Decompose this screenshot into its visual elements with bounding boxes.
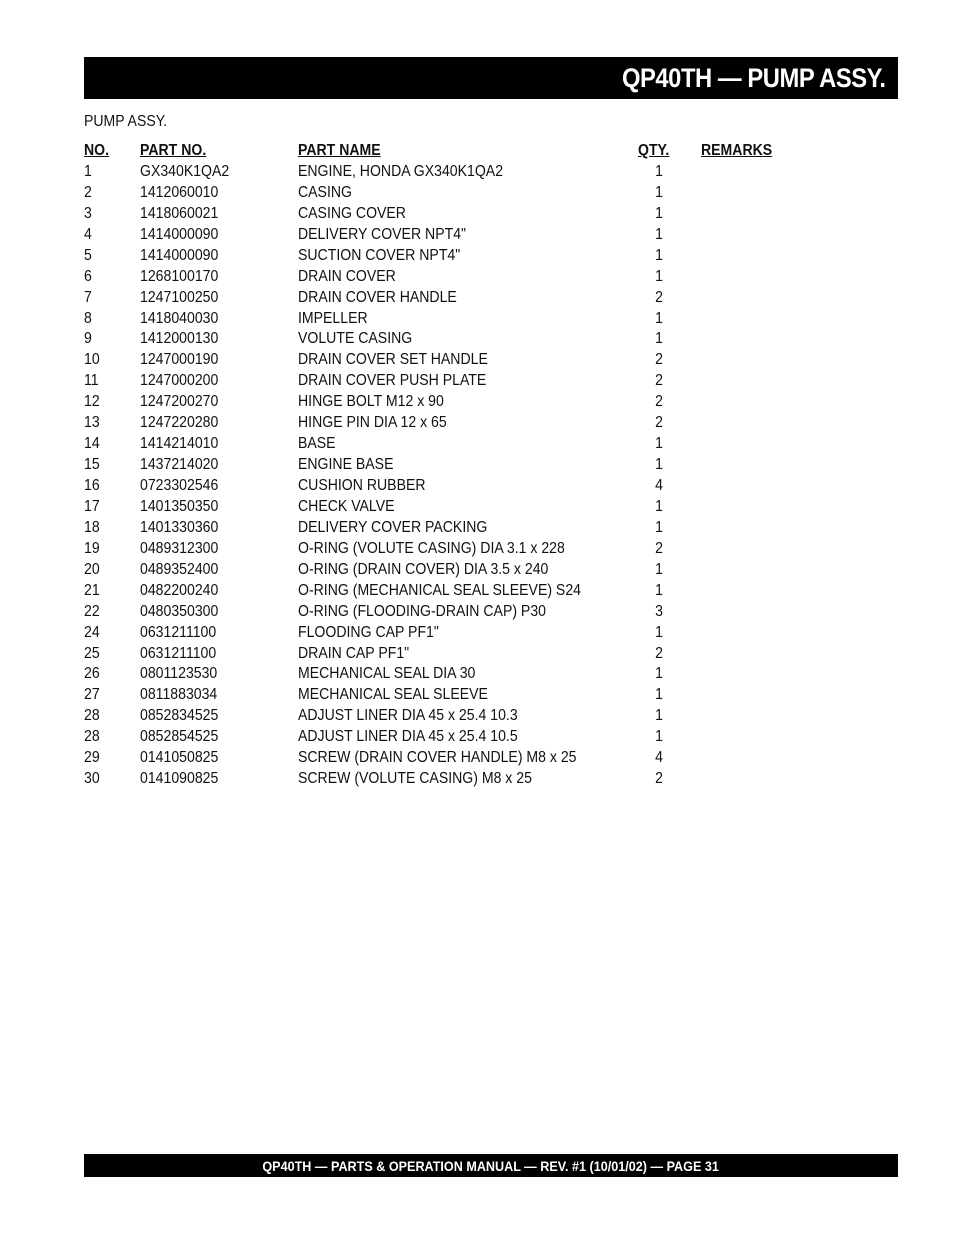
part-quantity: 2: [655, 372, 663, 390]
part-quantity: 2: [655, 644, 663, 662]
table-row: [84, 162, 824, 183]
part-number-index: 21: [84, 581, 100, 599]
column-header-qty: QTY.: [638, 142, 670, 159]
part-number-index: 24: [84, 623, 100, 641]
part-name: CASING: [298, 183, 352, 201]
column-header-no: NO.: [84, 142, 110, 159]
part-number: 1437214020: [140, 456, 219, 474]
table-row: [84, 267, 824, 288]
part-quantity: 1: [655, 623, 663, 641]
part-name: BASE: [298, 435, 336, 453]
part-name: DRAIN COVER PUSH PLATE: [298, 372, 487, 390]
part-number: 1418040030: [140, 309, 219, 327]
table-row: [84, 602, 824, 623]
part-quantity: 1: [655, 309, 663, 327]
part-number-index: 7: [84, 288, 92, 306]
part-name: MECHANICAL SEAL SLEEVE: [298, 686, 488, 704]
column-header-part-name: PART NAME: [298, 142, 381, 159]
part-name: CHECK VALVE: [298, 497, 395, 515]
part-number-index: 20: [84, 560, 100, 578]
part-name: O-RING (DRAIN COVER) DIA 3.5 x 240: [298, 560, 549, 578]
part-number-index: 12: [84, 393, 100, 411]
table-row: [84, 476, 824, 497]
part-name: DELIVERY COVER PACKING: [298, 518, 488, 536]
part-number: 0141050825: [140, 749, 219, 767]
part-quantity: 1: [655, 330, 663, 348]
table-row: [84, 664, 824, 685]
table-row: [84, 623, 824, 644]
part-name: CUSHION RUBBER: [298, 477, 426, 494]
part-number: 0480350300: [140, 602, 219, 620]
part-number: 1414214010: [140, 435, 219, 453]
table-row: [84, 644, 824, 665]
part-number-index: 11: [84, 372, 99, 390]
part-number-index: 28: [84, 707, 100, 725]
table-row: [84, 581, 824, 602]
part-name: CASING COVER: [298, 204, 406, 222]
part-number-index: 3: [84, 204, 92, 222]
part-quantity: 1: [655, 665, 663, 683]
part-quantity: 1: [655, 560, 663, 578]
part-name: IMPELLER: [298, 309, 368, 327]
part-quantity: 1: [655, 581, 663, 599]
part-name: O-RING (FLOODING-DRAIN CAP) P30: [298, 602, 546, 620]
page-header-bar: [84, 57, 898, 99]
part-quantity: 2: [655, 770, 663, 788]
part-number-index: 25: [84, 644, 100, 662]
table-row: [84, 371, 824, 392]
column-header-remarks: REMARKS: [701, 142, 773, 159]
part-number-index: 17: [84, 497, 100, 515]
part-quantity: 2: [655, 539, 663, 557]
part-quantity: 2: [655, 393, 663, 411]
part-number-index: 28: [84, 728, 100, 746]
part-number-index: 26: [84, 665, 100, 683]
part-number-index: 5: [84, 246, 92, 264]
table-row: [84, 518, 824, 539]
part-number: 1247200270: [140, 393, 219, 411]
part-quantity: 4: [655, 749, 663, 767]
part-name: DRAIN CAP PF1": [298, 644, 410, 662]
part-quantity: 1: [655, 183, 663, 201]
part-name: ENGINE, HONDA GX340K1QA2: [298, 162, 504, 180]
part-name: DRAIN COVER HANDLE: [298, 288, 457, 306]
table-row: [84, 727, 824, 748]
part-number: 0141090825: [140, 770, 219, 788]
table-row: [84, 539, 824, 560]
part-number: 1418060021: [140, 204, 219, 222]
part-number-index: 30: [84, 770, 100, 788]
part-quantity: 1: [655, 497, 663, 515]
part-quantity: 1: [655, 728, 663, 746]
part-number-index: 19: [84, 539, 100, 557]
part-name: VOLUTE CASING: [298, 330, 413, 348]
part-quantity: 2: [655, 351, 663, 369]
table-row: [84, 204, 824, 225]
part-quantity: 1: [655, 204, 663, 222]
part-name: O-RING (MECHANICAL SEAL SLEEVE) S24: [298, 581, 581, 599]
part-number-index: 4: [84, 225, 92, 243]
part-number-index: 27: [84, 686, 100, 704]
part-number-index: 15: [84, 456, 100, 474]
table-row: [84, 434, 824, 455]
page-title: QP40TH — PUMP ASSY.: [622, 62, 886, 93]
part-number-index: 16: [84, 477, 100, 494]
part-quantity: 2: [655, 414, 663, 432]
part-number-index: 14: [84, 435, 100, 453]
part-name: FLOODING CAP PF1": [298, 623, 439, 641]
table-row: [84, 246, 824, 267]
part-number: 0631211100: [140, 644, 217, 662]
part-number: 1414000090: [140, 246, 219, 264]
part-name: SUCTION COVER NPT4": [298, 246, 461, 264]
table-row: [84, 350, 824, 371]
part-number: 1401330360: [140, 518, 219, 536]
part-name: MECHANICAL SEAL DIA 30: [298, 665, 476, 683]
part-quantity: 1: [655, 267, 663, 285]
part-name: ENGINE BASE: [298, 456, 394, 474]
part-name: DELIVERY COVER NPT4": [298, 225, 467, 243]
part-number-index: 10: [84, 351, 100, 369]
part-number: 1268100170: [140, 267, 219, 285]
section-label: PUMP ASSY.: [84, 113, 168, 130]
part-quantity: 4: [655, 477, 663, 494]
page-footer-bar: [84, 1154, 898, 1177]
table-row: [84, 225, 824, 246]
table-row: [84, 329, 824, 350]
part-name: SCREW (VOLUTE CASING) M8 x 25: [298, 770, 532, 788]
part-quantity: 1: [655, 707, 663, 725]
part-number-index: 18: [84, 518, 100, 536]
table-row: [84, 413, 824, 434]
part-number: 0723302546: [140, 477, 219, 494]
table-row: [84, 288, 824, 309]
part-number: 0631211100: [140, 623, 217, 641]
part-name: SCREW (DRAIN COVER HANDLE) M8 x 25: [298, 749, 577, 767]
part-quantity: 1: [655, 518, 663, 536]
part-name: HINGE PIN DIA 12 x 65: [298, 414, 447, 432]
part-number: 1412000130: [140, 330, 219, 348]
part-number: 0489312300: [140, 539, 219, 557]
table-row: [84, 748, 824, 769]
table-row: [84, 706, 824, 727]
table-row: [84, 309, 824, 330]
footer-text: QP40TH — PARTS & OPERATION MANUAL — REV. #1 (10/01/02) — PAGE 31: [262, 1157, 720, 1174]
table-row: [84, 769, 824, 790]
part-number-index: 1: [84, 162, 92, 180]
table-row: [84, 497, 824, 518]
part-number: 1247220280: [140, 414, 219, 432]
part-number-index: 6: [84, 267, 92, 285]
table-row: [84, 392, 824, 413]
part-number-index: 13: [84, 414, 100, 432]
part-number: 0811883034: [140, 686, 218, 704]
part-name: ADJUST LINER DIA 45 x 25.4 10.3: [298, 707, 518, 725]
table-row: [84, 685, 824, 706]
part-number: 1401350350: [140, 497, 219, 515]
part-number: 1247100250: [140, 288, 219, 306]
part-name: O-RING (VOLUTE CASING) DIA 3.1 x 228: [298, 539, 565, 557]
part-number-index: 8: [84, 309, 92, 327]
part-quantity: 1: [655, 435, 663, 453]
part-quantity: 1: [655, 456, 663, 474]
part-number: 1247000190: [140, 351, 219, 369]
part-number-index: 9: [84, 330, 92, 348]
part-number: 0489352400: [140, 560, 219, 578]
part-quantity: 1: [655, 162, 663, 180]
parts-table: [84, 141, 824, 790]
column-header-part-no: PART NO.: [140, 142, 207, 159]
part-name: DRAIN COVER SET HANDLE: [298, 351, 488, 369]
part-number: 1414000090: [140, 225, 219, 243]
part-quantity: 1: [655, 246, 663, 264]
part-number: 0852854525: [140, 728, 219, 746]
table-row: [84, 560, 824, 581]
part-number: 0482200240: [140, 581, 219, 599]
part-number-index: 2: [84, 183, 92, 201]
part-number-index: 29: [84, 749, 100, 767]
part-quantity: 1: [655, 686, 663, 704]
part-name: ADJUST LINER DIA 45 x 25.4 10.5: [298, 728, 518, 746]
part-number: GX340K1QA2: [140, 162, 230, 180]
table-header-row: [84, 141, 824, 162]
part-quantity: 3: [655, 602, 663, 620]
part-name: HINGE BOLT M12 x 90: [298, 393, 444, 411]
part-number: 1412060010: [140, 183, 219, 201]
table-row: [84, 455, 824, 476]
part-number: 0852834525: [140, 707, 219, 725]
part-quantity: 1: [655, 225, 663, 243]
part-number: 1247000200: [140, 372, 219, 390]
part-number-index: 22: [84, 602, 100, 620]
part-number: 0801123530: [140, 665, 218, 683]
part-quantity: 2: [655, 288, 663, 306]
part-name: DRAIN COVER: [298, 267, 396, 285]
table-row: [84, 183, 824, 204]
